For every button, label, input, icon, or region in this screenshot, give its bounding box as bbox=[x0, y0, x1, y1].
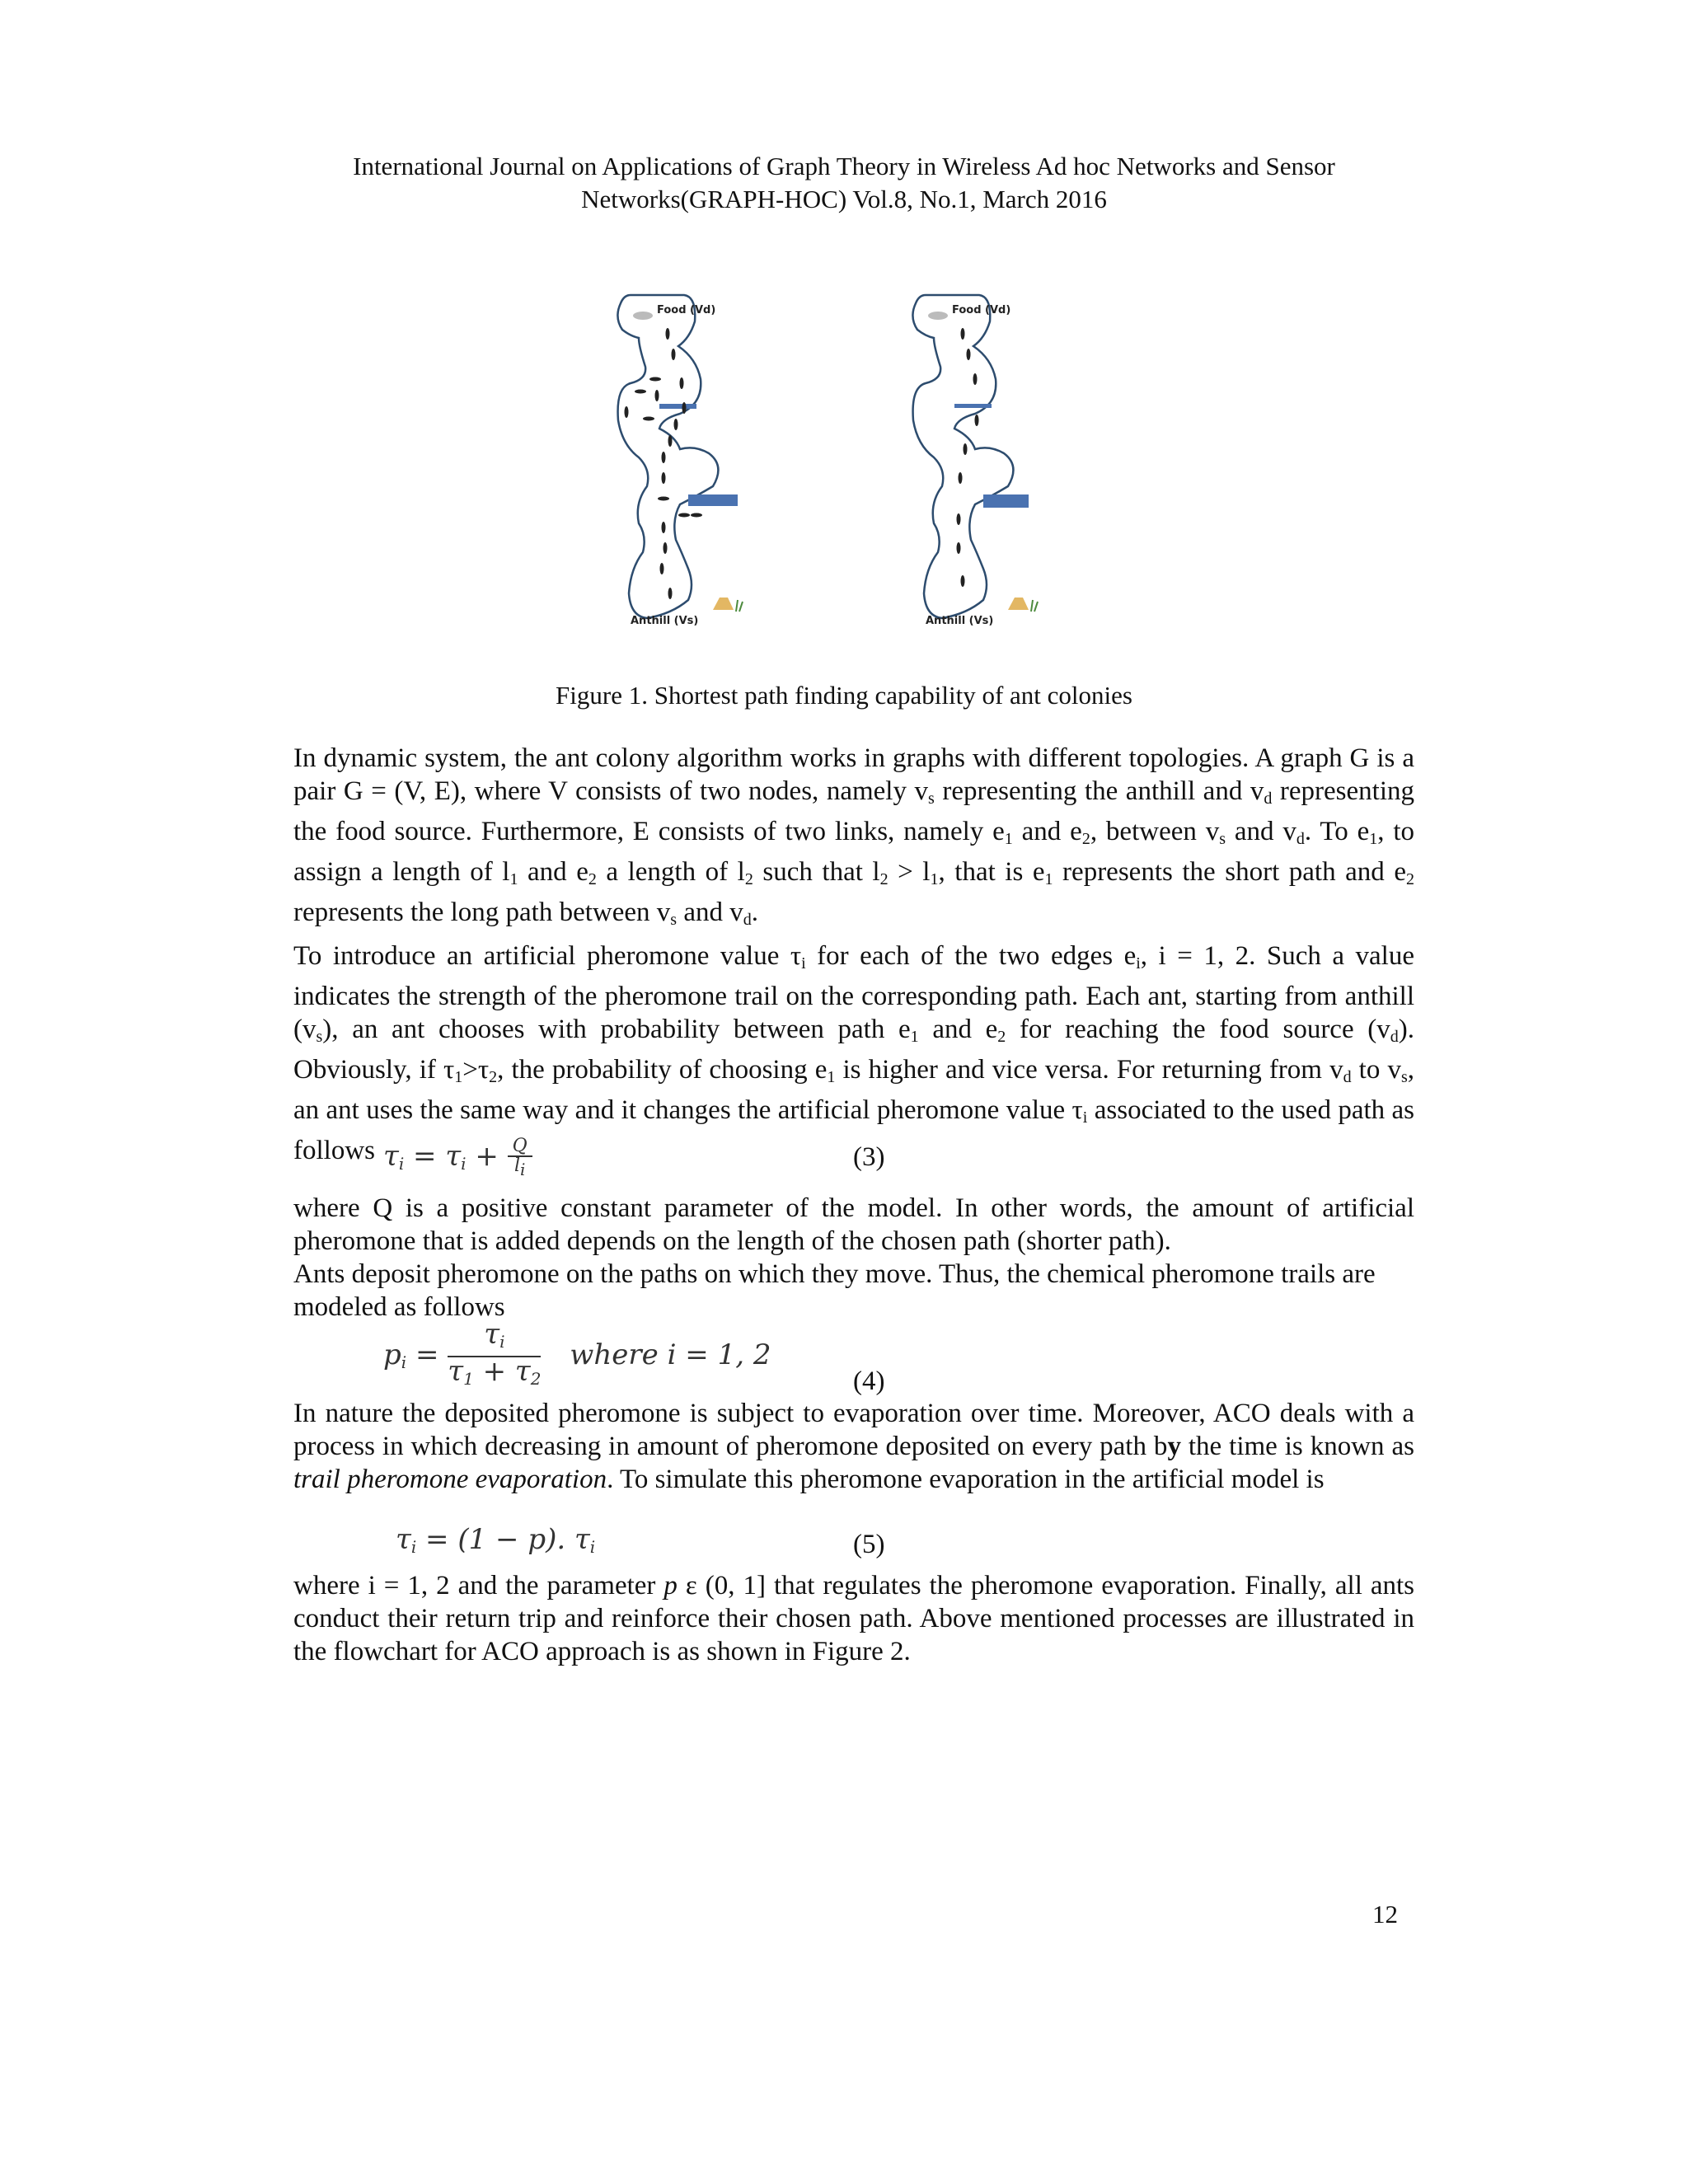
equation-5: $\tau_i = (1 - p)$. $\tau_i$ bbox=[396, 1523, 596, 1557]
equation-4-number: (4) bbox=[853, 1366, 885, 1396]
paragraph-2: To introduce an artificial pheromone value $\tau_i$ for each of the two edges $e_i$, i = 1, 2. Such a value indicates the strength of the pheromone trail on the corresponding path. Each ant, starting from anthill $(v_s)$, an ant chooses with probability between path $e_1$ and $e_2$ for reaching the food source $(v_d)$. Obviously, if $\tau_1>\tau_2$, the probability of choosing $e_1$ is higher and vice versa. For returning from $v_d$ to $v_s$, an ant uses the same way and it changes the artificial pheromone value $\tau_i$ associated to the used path as follows bbox=[293, 941, 1415, 1165]
grass-icon bbox=[736, 600, 743, 612]
anthill-label-left: Anthill (Vs) bbox=[631, 615, 699, 627]
page-number: 12 bbox=[1372, 1900, 1398, 1929]
figure-caption: Figure 1. Shortest path finding capability of ant colonies bbox=[556, 681, 1132, 710]
header-line-1: International Journal on Applications of Graph Theory in Wireless Ad hoc Networks and Sensor bbox=[353, 152, 1335, 180]
anthill-mound bbox=[713, 598, 734, 610]
food-label-right: Food (Vd) bbox=[952, 304, 1011, 316]
header-line-2: Networks(GRAPH-HOC) Vol.8, No.1, March 2016 bbox=[581, 185, 1107, 213]
ant-colony-panel-right bbox=[909, 288, 1099, 651]
ant-colony-panel-left bbox=[614, 288, 804, 651]
long-obstacle bbox=[688, 494, 738, 506]
food-label-left: Food (Vd) bbox=[657, 304, 716, 316]
long-obstacle bbox=[983, 494, 1029, 508]
journal-header bbox=[0, 150, 1688, 216]
equation-4: $p_i$ = $\frac{\tau_i}{\tau_1 + \tau_2}$ where i = 1, 2 bbox=[383, 1318, 771, 1389]
paragraph-3: where Q is a positive constant parameter of the model. In other words, the amount of artificial pheromone that is added depends on the length of the chosen path (shorter path). Ants deposit pheromone on the paths on which they move. Thus, the chemical pheromone trails are modeled as follows bbox=[293, 1193, 1414, 1322]
short-obstacle bbox=[954, 404, 992, 408]
anthill-label-right: Anthill (Vs) bbox=[926, 615, 994, 627]
equation-3: $\tau_i = \tau_i$ + $\frac{Q}{l_i}$ bbox=[383, 1137, 532, 1179]
paragraph-5: where i = 1, 2 and the parameter p ε (0, 1] that regulates the pheromone evaporation. Finally, all ants conduct their return trip and reinforce their chosen path. Above mentioned processes are illustrated in the flowchart for ACO approach is as shown in Figure 2. bbox=[293, 1571, 1415, 1666]
equation-5-number: (5) bbox=[853, 1530, 885, 1559]
anthill-mound bbox=[1008, 598, 1029, 610]
grass-icon bbox=[1031, 600, 1038, 612]
food-icon bbox=[928, 312, 948, 320]
equation-3-number: (3) bbox=[853, 1142, 885, 1172]
equation-4-where: where i = 1, 2 bbox=[570, 1338, 771, 1371]
paragraph-1: In dynamic system, the ant colony algorithm works in graphs with different topologies. A graph G is a pair G = (V, E), where V consists of two nodes, namely $v_s$ representing the anthill and $v_d$ representing the food source. Furthermore, E consists of two links, namely $e_1$ and $e_2$, between $v_s$ and $v_d$. To $e_1$, to assign a length of $l_1$ and $e_2$ a length of $l_2$ such that $l_2 > l_1$, that is $e_1$ represents the short path and $e_2$ represents the long path between $v_s$ and $v_d$. bbox=[293, 743, 1415, 929]
short-obstacle bbox=[659, 404, 696, 409]
figure-1 bbox=[0, 288, 1688, 651]
paragraph-4: In nature the deposited pheromone is subject to evaporation over time. Moreover, ACO deals with a process in which decreasing in amount of pheromone deposited on every path by the time is known as trail pheromone evaporation. To simulate this pheromone evaporation in the artificial model is bbox=[293, 1399, 1414, 1494]
food-icon bbox=[633, 312, 653, 320]
